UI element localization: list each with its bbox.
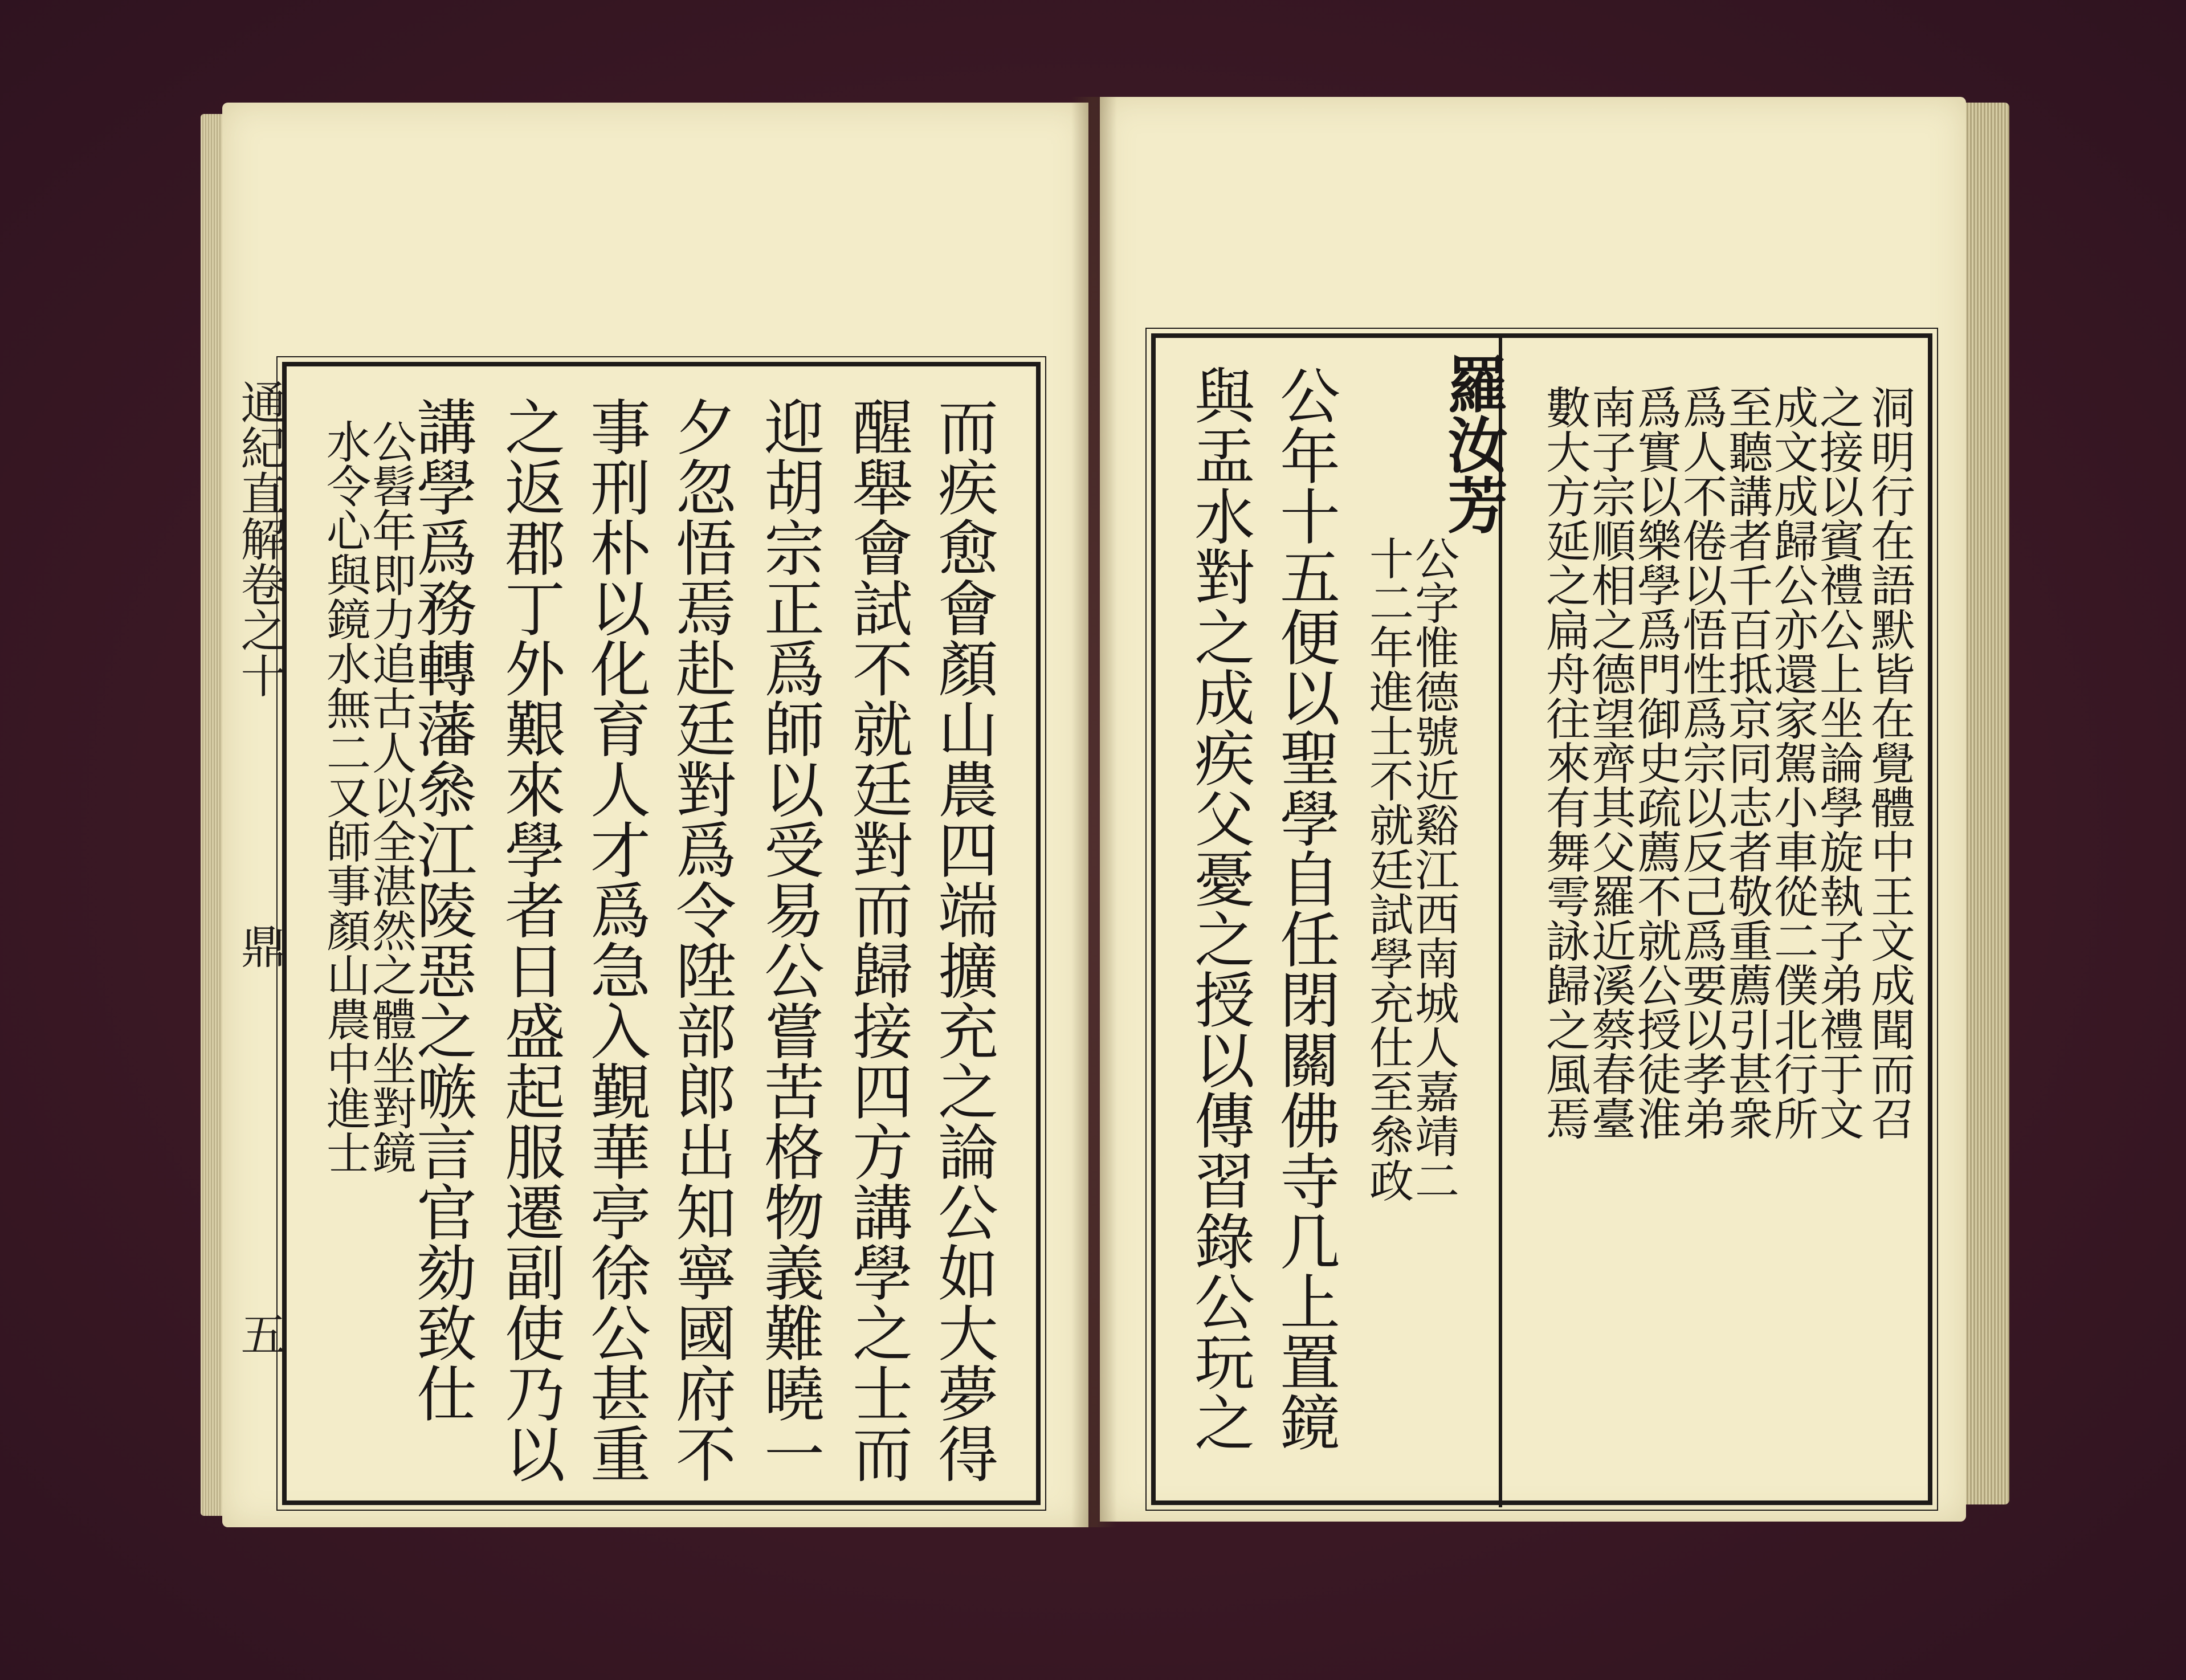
right-column-2: 之接以賓禮公上坐論學旋執子弟禮于文 — [1812, 385, 1863, 1140]
right-column-6: 爲實以樂學爲門御史疏薦不就公授徒淮 — [1630, 385, 1681, 1140]
right-column-4: 至聽講者千百抵京同志者敬重薦引甚衆 — [1721, 385, 1772, 1140]
right-column-3: 成文成歸公亦還家駕小車從二僕北行所 — [1767, 385, 1818, 1140]
section-heading: 羅汝芳 — [1438, 353, 1509, 535]
margin-title: 通紀直解卷之十 — [233, 379, 286, 698]
right-note-1: 十二年進士不就廷試學充仕至叅政 — [1362, 536, 1413, 1202]
left-column-7: 講學爲務轉藩叅江陵惡之嗾言官劾致仕 — [407, 396, 477, 1423]
left-note-1: 水令心與鏡水無二又師事顏山農中進士 — [319, 419, 370, 1175]
left-column-6: 之返郡丁外艱來學者日盛起服遷副使乃以 — [495, 396, 565, 1483]
left-column-2: 醒舉會試不就廷對而歸接四方講學之士而 — [843, 396, 913, 1483]
left-column-5: 事刑朴以化育人才爲急入覲華亭徐公甚重 — [581, 396, 651, 1483]
right-tail-column-2: 與盂水對之成疾父憂之授以傳習錄公玩之 — [1185, 365, 1255, 1452]
book-gutter — [1071, 97, 1117, 1527]
margin-folio: 五 — [233, 1311, 286, 1356]
right-column-8: 數大方延之扁舟往來有舞雩詠歸之風焉 — [1539, 385, 1590, 1140]
right-column-7: 南子宗順相之德望齊其父羅近溪蔡春臺 — [1584, 385, 1636, 1140]
left-note-0: 公髫年即力追古人以全湛然之體坐對鏡 — [365, 419, 416, 1175]
margin-signature: 鼎 — [233, 923, 286, 969]
right-tail-column-1: 公年十五便以聖學自任閉關佛寺几上置鏡 — [1270, 365, 1340, 1452]
right-column-5: 爲人不倦以悟性爲宗以反己爲要以孝弟 — [1675, 385, 1727, 1140]
right-column-1: 洞明行在語默皆在覺體中王文成聞而召 — [1863, 385, 1915, 1140]
right-note-0: 公字惟德號近谿江西南城人嘉靖二 — [1408, 536, 1459, 1202]
left-column-3: 迎胡宗正爲師以受易公嘗苦格物義難曉一 — [755, 396, 825, 1483]
left-column-1: 而疾愈會顏山農四端擴充之論公如大夢得 — [928, 396, 998, 1483]
left-column-4: 夕忽悟焉赴廷對爲令陞部郎出知寧國府不 — [666, 396, 736, 1483]
